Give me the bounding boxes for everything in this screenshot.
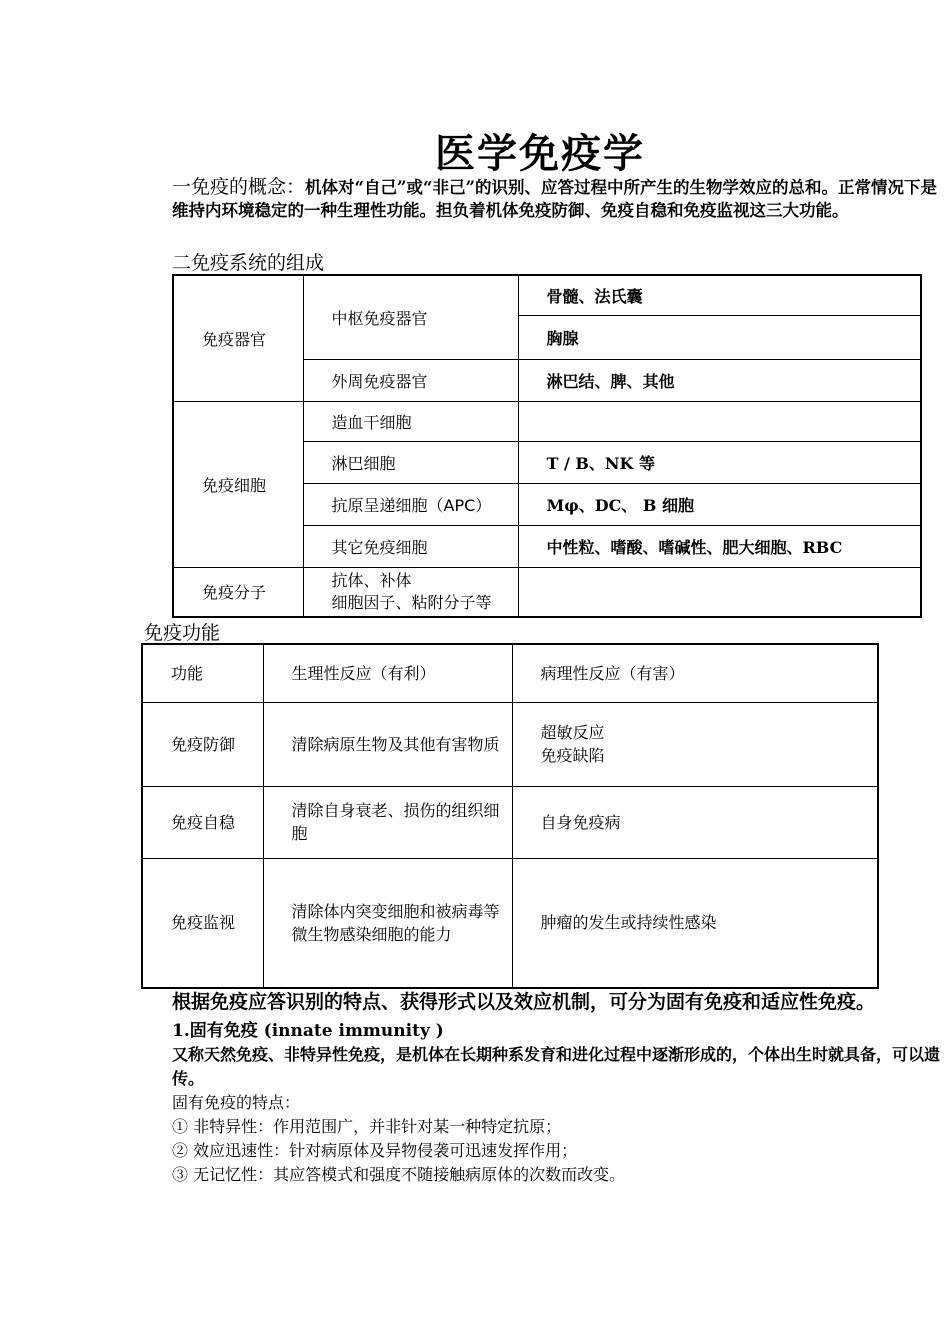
header-pathological: 病理性反应（有害） (512, 644, 878, 702)
cell-other-detail: 中性粒、嗜酸、嗜碱性、肥大细胞、RBC (518, 525, 921, 567)
system-heading: 二免疫系统的组成 (172, 252, 325, 274)
immune-system-table (172, 274, 922, 618)
cell-organs: 免疫器官 (173, 275, 303, 401)
immune-function-table (141, 643, 879, 989)
feature-3: ③ 无记忆性：其应答模式和强度不随接触病原体的次数而改变。 (172, 1165, 626, 1184)
feature-2: ② 效应迅速性：针对病原体及异物侵袭可迅速发挥作用； (172, 1141, 578, 1160)
cell-central: 中枢免疫器官 (303, 275, 518, 359)
classification-text: 根据免疫应答识别的特点、获得形式以及效应机制，可分为固有免疫和适应性免疫。 (172, 991, 876, 1013)
cell-peripheral: 外周免疫器官 (303, 359, 518, 401)
mol-line-1: 抗体、补体 (331, 570, 412, 590)
cell-other-cells: 其它免疫细胞 (303, 525, 518, 567)
row-surveillance-good: 清除体内突变细胞和被病毒等微生物感染细胞的能力 (263, 858, 512, 988)
cell-apc: 抗原呈递细胞（APC） (303, 483, 518, 525)
innate-description: 又称天然免疫、非特异性免疫，是机体在长期种系发育和进化过程中逐渐形成的，个体出生时就具备，可以遗传。 (172, 1045, 941, 1088)
mol-line-2: 细胞因子、粘附分子等 (331, 592, 492, 612)
row-surveillance-bad: 肿瘤的发生或持续性感染 (512, 858, 878, 988)
concept-heading: 一免疫的概念： (172, 176, 306, 198)
cell-molecules: 免疫分子 (173, 567, 303, 617)
cell-molecules-detail (518, 567, 921, 617)
defense-bad-2: 免疫缺陷 (540, 746, 605, 765)
row-defense-bad (512, 702, 878, 786)
concept-text: 机体对“自己”或“非己”的识别、应答过程中所产生的生物学效应的总和。正常情况下是维持内环境稳定的一种生理性功能。担负着机体免疫防御、免疫自稳和免疫监视这三大功能。 (172, 178, 937, 220)
row-homeostasis-name: 免疫自稳 (142, 786, 263, 858)
cell-cells: 免疫细胞 (173, 401, 303, 567)
innate-section (172, 990, 942, 1187)
header-function: 功能 (142, 644, 263, 702)
function-heading: 免疫功能 (144, 622, 221, 644)
row-homeostasis-bad: 自身免疫病 (512, 786, 878, 858)
cell-lymph-detail: T / B、NK 等 (518, 441, 921, 483)
page-title: 医学免疫学 (435, 131, 645, 177)
defense-bad-1: 超敏反应 (540, 723, 605, 742)
cell-bone-marrow: 骨髓、法氏囊 (518, 275, 921, 315)
concept-paragraph (172, 176, 940, 222)
row-defense-good: 清除病原生物及其他有害物质 (263, 702, 512, 786)
features-heading: 固有免疫的特点： (172, 1093, 301, 1112)
row-surveillance-name: 免疫监视 (142, 858, 263, 988)
feature-1: ① 非特异性：作用范围广，并非针对某一种特定抗原； (172, 1117, 562, 1136)
cell-peripheral-detail: 淋巴结、脾、其他 (518, 359, 921, 401)
row-homeostasis-good: 清除自身衰老、损伤的组织细胞 (263, 786, 512, 858)
cell-lymph: 淋巴细胞 (303, 441, 518, 483)
header-physiological: 生理性反应（有利） (263, 644, 512, 702)
cell-stem: 造血干细胞 (303, 401, 518, 441)
cell-molecules-list (303, 567, 518, 617)
row-defense-name: 免疫防御 (142, 702, 263, 786)
cell-apc-detail: Mφ、DC、 B 细胞 (518, 483, 921, 525)
cell-thymus: 胸腺 (518, 315, 921, 359)
innate-heading: 1.固有免疫 (innate immunity ) (172, 1021, 444, 1041)
cell-stem-detail (518, 401, 921, 441)
